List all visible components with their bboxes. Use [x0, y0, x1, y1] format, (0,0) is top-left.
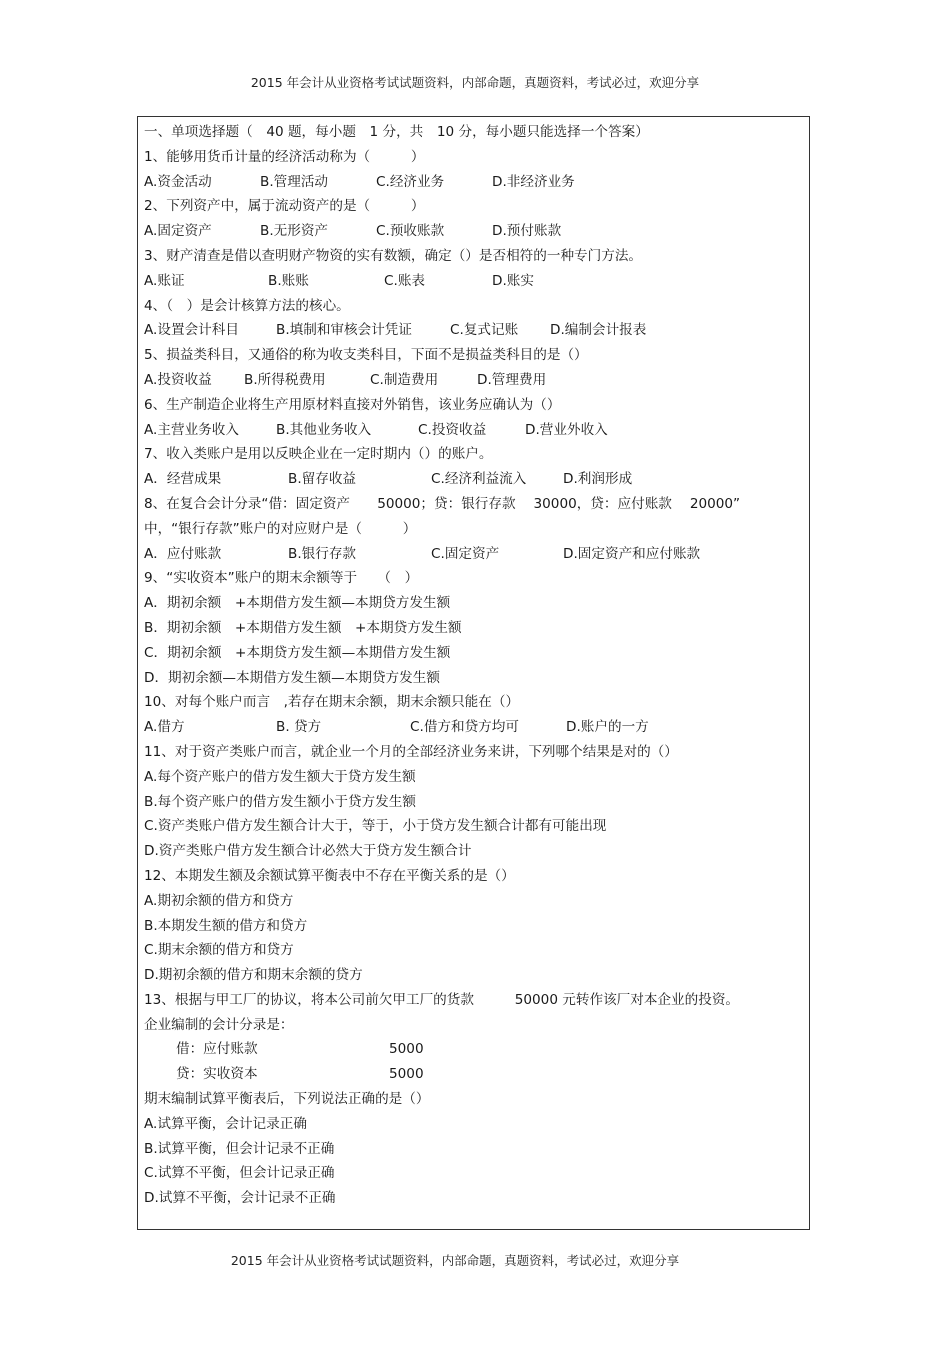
- answer-option[interactable]: A.每个资产账户的借方发生额大于贷方发生额: [144, 768, 416, 785]
- option-row: [144, 467, 803, 492]
- question-9: [144, 566, 803, 690]
- answer-option[interactable]: A.账证: [144, 272, 185, 289]
- question-5: [144, 343, 803, 393]
- answer-option[interactable]: B. 贷方: [276, 719, 322, 736]
- answer-option[interactable]: C.预收账款: [376, 223, 445, 240]
- question-1: [144, 145, 803, 195]
- answer-option[interactable]: D.编制会计报表: [550, 322, 647, 339]
- question-stem: 企业编制的会计分录是：: [144, 1016, 294, 1033]
- section-title: 一、单项选择题（ 40 题，每小题 1 分，共 10 分，每小题只能选择一个答案）: [144, 124, 649, 140]
- answer-option[interactable]: C.复式记账: [450, 322, 519, 339]
- question-8: [144, 492, 803, 566]
- answer-option[interactable]: D.账实: [492, 272, 534, 289]
- entry-account: 借：应付账款: [176, 1041, 258, 1058]
- answer-option[interactable]: D.预付账款: [492, 223, 562, 240]
- page-footer: 2015 年会计从业资格考试试题资料，内部命题，真题资料，考试必过，欢迎分享: [230, 1253, 680, 1268]
- answer-option[interactable]: C．期初余额 +本期贷方发生额—本期借方发生额: [144, 644, 451, 661]
- answer-option[interactable]: B.填制和审核会计凭证: [276, 322, 412, 339]
- answer-option[interactable]: C.投资收益: [418, 421, 487, 438]
- question-stem: 6、生产制造企业将生产用原材料直接对外销售，该业务应确认为（）: [144, 396, 561, 413]
- question-11: [144, 740, 803, 864]
- answer-option[interactable]: B.留存收益: [288, 471, 357, 488]
- journal-entry-line: [144, 1062, 803, 1087]
- answer-option[interactable]: D．期初余额—本期借方发生额—本期贷方发生额: [144, 669, 440, 686]
- answer-option[interactable]: A.设置会计科目: [144, 322, 239, 339]
- answer-option[interactable]: C.账表: [384, 272, 426, 289]
- answer-option[interactable]: D.利润形成: [563, 471, 633, 488]
- question-10: [144, 690, 803, 740]
- answer-option[interactable]: D.资产类账户借方发生额合计必然大于贷方发生额合计: [144, 843, 472, 860]
- question-stem: 5、损益类科目，又通俗的称为收支类科目，下面不是损益类科目的是（）: [144, 347, 588, 364]
- answer-option[interactable]: D.固定资产和应付账款: [563, 545, 701, 562]
- answer-option[interactable]: D.账户的一方: [566, 719, 649, 736]
- answer-option[interactable]: A．应付账款: [144, 545, 222, 562]
- entry-amount: 5000: [389, 1066, 424, 1083]
- answer-option[interactable]: C.借方和贷方均可: [410, 719, 519, 736]
- answer-option[interactable]: B.银行存款: [288, 545, 357, 562]
- option-row: [144, 318, 803, 343]
- question-stem: 中，“银行存款”账户的对应财户是（ ）: [144, 520, 417, 537]
- answer-option[interactable]: C.试算不平衡，但会计记录正确: [144, 1165, 335, 1182]
- answer-option[interactable]: C.经济利益流入: [431, 471, 527, 488]
- question-3: [144, 244, 803, 294]
- option-row: [144, 715, 803, 740]
- question-4: [144, 294, 803, 344]
- answer-option[interactable]: D.非经济业务: [492, 173, 575, 190]
- answer-option[interactable]: C.资产类账户借方发生额合计大于，等于，小于贷方发生额合计都有可能出现: [144, 818, 607, 835]
- question-stem: 13、根据与甲工厂的协议，将本公司前欠甲工厂的货款 50000 元转作该厂对本企业的投资。: [144, 991, 740, 1008]
- question-6: [144, 393, 803, 443]
- answer-option[interactable]: C.制造费用: [370, 371, 439, 388]
- answer-option[interactable]: B.管理活动: [260, 173, 329, 190]
- answer-option[interactable]: A.试算平衡，会计记录正确: [144, 1115, 307, 1132]
- question-frame: [137, 116, 810, 1230]
- question-stem: 2、下列资产中，属于流动资产的是（ ）: [144, 198, 425, 215]
- answer-option[interactable]: A．经营成果: [144, 471, 222, 488]
- answer-option[interactable]: D.期初余额的借方和期末余额的贷方: [144, 967, 363, 984]
- answer-option[interactable]: B．期初余额 +本期借方发生额 +本期贷方发生额: [144, 619, 462, 636]
- answer-option[interactable]: C.经济业务: [376, 173, 445, 190]
- answer-option[interactable]: D.营业外收入: [525, 421, 608, 438]
- answer-option[interactable]: A.固定资产: [144, 223, 212, 240]
- option-row: [144, 368, 803, 393]
- question-stem: 9、“实收资本”账户的期末余额等于 （ ）: [144, 570, 419, 587]
- option-row: [144, 219, 803, 244]
- journal-entry-line: [144, 1037, 803, 1062]
- answer-option[interactable]: C.固定资产: [431, 545, 500, 562]
- answer-option[interactable]: A.借方: [144, 719, 185, 736]
- question-stem: 12、本期发生额及余额试算平衡表中不存在平衡关系的是（）: [144, 867, 515, 884]
- option-row: [144, 170, 803, 195]
- answer-option[interactable]: A.投资收益: [144, 371, 212, 388]
- question-list: [144, 120, 803, 1211]
- question-2: [144, 194, 803, 244]
- question-stem: 10、对每个账户而言 ,若存在期末余额，期末余额只能在（）: [144, 694, 520, 711]
- option-row: [144, 269, 803, 294]
- question-stem: 8、在复合会计分录“借：固定资产 50000；贷：银行存款 30000，贷：应付账款 20000”: [144, 495, 741, 512]
- question-stem: 4、（ ）是会计核算方法的核心。: [144, 297, 350, 314]
- answer-option[interactable]: D.试算不平衡，会计记录不正确: [144, 1190, 336, 1207]
- question-stem: 3、财产清查是借以查明财产物资的实有数额，确定（）是否相符的一种专门方法。: [144, 247, 643, 264]
- answer-option[interactable]: A.资金活动: [144, 173, 212, 190]
- answer-option[interactable]: A.期初余额的借方和贷方: [144, 892, 294, 909]
- question-stem: 1、能够用货币计量的经济活动称为（ ）: [144, 148, 425, 165]
- answer-option[interactable]: D.管理费用: [477, 371, 547, 388]
- question-stem: 7、收入类账户是用以反映企业在一定时期内（）的账户。: [144, 446, 493, 463]
- answer-option[interactable]: B.其他业务收入: [276, 421, 372, 438]
- question-12: [144, 864, 803, 988]
- entry-account: 贷：实收资本: [176, 1066, 258, 1083]
- question-7: [144, 442, 803, 492]
- answer-option[interactable]: B.本期发生额的借方和贷方: [144, 917, 308, 934]
- answer-option[interactable]: B.每个资产账户的借方发生额小于贷方发生额: [144, 793, 416, 810]
- answer-option[interactable]: C.期末余额的借方和贷方: [144, 942, 294, 959]
- page-header: 2015 年会计从业资格考试试题资料，内部命题，真题资料，考试必过，欢迎分享: [250, 75, 700, 90]
- answer-option[interactable]: B.无形资产: [260, 223, 329, 240]
- answer-option[interactable]: A．期初余额 +本期借方发生额—本期贷方发生额: [144, 595, 451, 612]
- question-13: [144, 988, 803, 1211]
- entry-amount: 5000: [389, 1041, 424, 1058]
- answer-option[interactable]: B.所得税费用: [244, 371, 326, 388]
- question-stem: 期末编制试算平衡表后，下列说法正确的是（）: [144, 1091, 430, 1108]
- question-stem: 11、对于资产类账户而言，就企业一个月的全部经济业务来讲，下列哪个结果是对的（）: [144, 743, 678, 760]
- answer-option[interactable]: B.账账: [268, 272, 309, 289]
- answer-option[interactable]: A.主营业务收入: [144, 421, 239, 438]
- option-row: [144, 418, 803, 443]
- answer-option[interactable]: B.试算平衡，但会计记录不正确: [144, 1140, 335, 1157]
- option-row: [144, 542, 803, 567]
